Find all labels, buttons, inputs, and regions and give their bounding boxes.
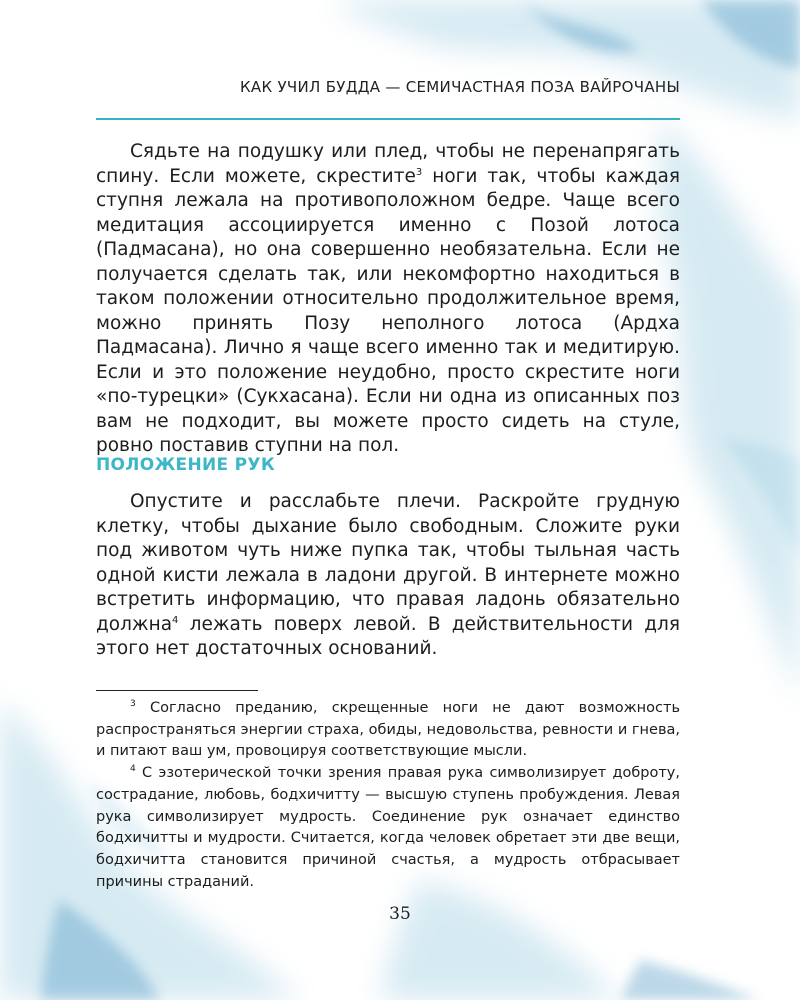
running-header: КАК УЧИЛ БУДДА — СЕМИЧАСТНАЯ ПОЗА ВАЙРОЧАНЫ — [239, 78, 680, 96]
page-number: 35 — [389, 904, 411, 924]
section-title: ПОЛОЖЕНИЕ РУК — [96, 455, 276, 475]
paragraph-text: лежать поверх левой. В действительности для этого нет достаточных оснований. — [96, 613, 680, 659]
footnote-ref-4[interactable]: 4 — [172, 614, 179, 626]
footnote-marker: 3 — [130, 699, 136, 710]
paragraph-sitting-posture — [96, 140, 680, 459]
paragraph-hand-position — [96, 490, 680, 662]
footnote-text: Согласно преданию, скрещенные ноги не дают возможность распространяться энергии страха, обиды, недовольства, ревности и гнева, и питают ваш ум, провоцируя соответствующие мысли. — [96, 700, 680, 760]
footnotes — [96, 698, 680, 893]
body-text-block — [96, 140, 680, 459]
footnote-marker: 4 — [130, 764, 136, 775]
footnote-text: С эзотерической точки зрения правая рука символизирует доброту, сострадание, любовь, бодхичитту — высшую ступень пробуждения. Левая рука символизирует мудрость. Соединение рук означает единство бодхичитты и мудрости. Считается, когда человек обретает эти две вещи, бодхичитта становится причиной счастья, а мудрость отбрасывает причины страданий. — [96, 765, 680, 890]
footnote-ref-3[interactable]: 3 — [415, 166, 423, 178]
footnote-divider — [96, 690, 258, 691]
footnote-4 — [96, 763, 680, 893]
body-text-block — [96, 490, 680, 662]
footnote-3 — [96, 698, 680, 763]
paragraph-text: Опустите и расслабьте плечи. Раскройте грудную клетку, чтобы дыхание было свободным. Сложите руки под животом чуть ниже пупка так, чтобы тыльная часть одной кисти лежала в ладони другой. В интернете можно встретить информацию, что правая ладонь обязательно должна — [96, 491, 680, 635]
paragraph-text: ноги так, чтобы каждая ступня лежала на противоположном бедре. Чаще всего медитация ассоциируется именно с Позой лотоса (Падмасана), но она совершенно необязательна. Если не получается сделать так, или некомфортно находиться в таком положении относительно продолжительное время, можно принять Позу неполного лотоса (Ардха Падмасана). Лично я чаще всего именно так и медитирую. Если и это положение неудобно, просто скрестите ноги «по-турецки» (Сукхасана). Если ни одна из описанных поз вам не подходит, вы можете просто сидеть на стуле, ровно поставив ступни на пол. — [96, 165, 680, 456]
header-divider — [96, 118, 680, 120]
paragraph-text: Сядьте на подушку или плед, чтобы не перенапрягать спину. Если можете, скрестите — [96, 141, 680, 187]
